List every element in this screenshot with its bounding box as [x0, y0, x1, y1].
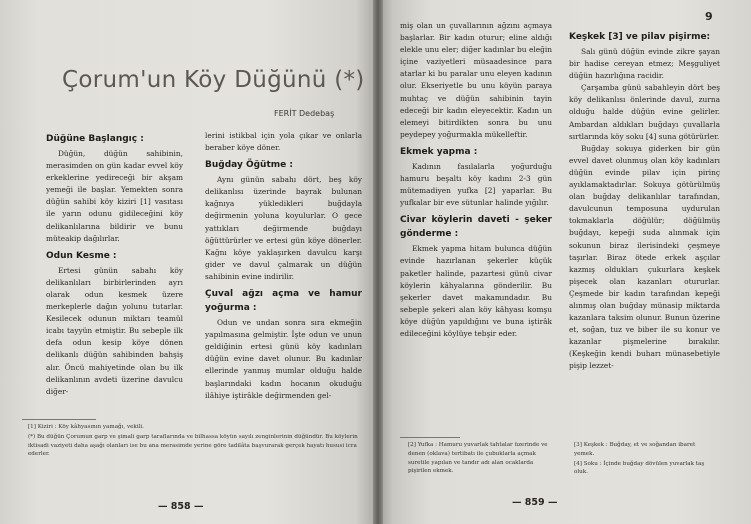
section-heading: Düğüne Başlangıç :: [46, 134, 144, 144]
left-page-column-2: [205, 130, 362, 402]
author-name: FERİT Dedebaş: [274, 109, 335, 118]
paragraph: Ertesi günün sabahı köy delikanlıları birbirlerinden ayrı olarak odun kesmek üzere merkeplerle dağın yolunu tutarlar. Kesilecek odunun miktarı teamül icabı tayyün etmiştir. Bu sebeple ilk defa odun kesip köye dönen delikanlı düğün sahibinden bahşiş alır. Öncü mahiyetinde olan bu ilk delikanlının avdeti üzerine davulcu diğer-: [46, 265, 183, 396]
book-gutter: [373, 0, 383, 524]
page-corner-mark: 9: [705, 10, 713, 23]
page-number-right: — 859 —: [512, 497, 558, 508]
paragraph: Odun ve undan sonra sıra ekmeğin yapılmasına gelmiştir. İşte odun ve unun geldiğinin ertesi günü köy kadınları düğün evine davet olunur. Bu kadınlar ellerinde yanmış mumlar olduğu halde başlarındaki kadın hocanın okuduğu ilâhiye iştirâkle değirmenden gel-: [205, 318, 362, 400]
section-heading: Buğday Öğütme :: [205, 160, 293, 171]
right-page: [378, 0, 751, 524]
page-number-left: — 858 —: [158, 501, 204, 512]
paragraph: Ekmek yapma hitam bulunca düğün evinde hazırlanan şekerler küçük paketler halinde, pazartesi günü civar köylerin kâhyalarına gönderilir. Bu şekerler davet makamındadır. Bu sebeple şekeri alan köy kâhyası komşu köye düğün yapıldığını ve buna iştirâk edileceğini köylüye tebşir eder.: [400, 244, 552, 338]
footnote: [3] Keşkek : Buğday, et ve soğandan ibaret yemek.: [574, 442, 696, 457]
section-heading: Çuval ağzı açma ve hamur yoğurma :: [205, 289, 362, 314]
paragraph: miş olan un çuvallarının ağzını açmaya başlarlar. Bir kadın oturur; eline aldığı elekle unu eler; diğer kadınlar bu eleğin içine vaziyetleri müsaadesince para atarlar ki bu paralar unu eleyen kadının olur. Ekseriyetle bu unu köyün paraya muhtaç ve düğün sahibinin tayin edeceği bir kadın eleyecektir. Kadın un elemeyi bitirdikten sonra bu unu peydepey yoğurmakla mükelleftir.: [400, 21, 552, 139]
paragraph: Aynı günün sabahı dört, beş köy delikanlısı üzerinde bayrak bulunan kağnıya yükledikleri buğdayla değirmenin yoluna koyulurlar. O gece yattıkları değirmende buğdayı öğüttürürler ve ertesi gün köye dönerler. Kağnı köye yaklaşırken davulcu karşı gider ve davul çalmarak un düğün sahibinin evine indirilir.: [205, 175, 362, 281]
footnote-rule: [22, 419, 96, 420]
right-page-footnotes-1: [408, 441, 558, 477]
right-page-column-1: [400, 20, 552, 340]
article-title: Çorum'un Köy Düğünü (*): [62, 67, 365, 93]
paragraph: Düğün, düğün sahibinin, merasimden on gün kadar evvel köy erkeklerine yedireceği bir akşam yemeği ile başlar. Yemekten sonra düğün sahibi köy kiziri [1] vasıtası ile yarın odunu gidileceğini köy delikanlılarına bildirir ve bunu müteakip dağılırlar.: [46, 149, 183, 243]
paragraph: lerini istikbal için yola çıkar ve onlarla beraber köye döner.: [205, 131, 362, 153]
section-heading: Civar köylerin daveti - şeker gönderme :: [400, 215, 552, 240]
footnote: [1] Kiziri : Köy kâhyasının yamağı, vekili.: [28, 424, 144, 430]
footnote-rule-right: [400, 437, 460, 438]
paragraph: Buğday sokuya giderken bir gün evvel davet olunmuş olan köy kadınları düğün evinde pilav için pirinç ayıklamaktadırlar. Sokuya götürülmüş olan buğday delikanlılar tarafından, davulcunun temposuna uydurulan tokmaklarla döğülür; döğülmüş buğdayı, kepeği suda alınmak için sokunun biraz ilerisindeki çeşmeye taşırlar. Biraz ötede erkek aşçılar kazmış oldukları çukurlara keşkek pişecek olan kazanları otururlar. Çeşmede bir kadın tarafından kepeği alınmış olan buğday münasip miktarda kazanlara taksim olunur. Bunun üzerine et, soğan, tuz ve biber ile su konur ve kazanlar pişmelerine bırakılır. (Keşkeğin kendi buharı münasebetiyle pişip lezzet-: [569, 143, 720, 371]
footnote: (*) Bu düğün Çorumun garp ve şimali garp taraflarında ve bilhassa köyün sayılı zenginlerinin düğündür. Bu köylerin iktisadi vaziyeti daha aşağı olanları ise bu ana merasimde yerine göre tadilâta başvurarak gerçek hayatı hususi icra ederler.: [28, 433, 358, 458]
footnote: [4] Soku : İçinde buğday dövülen yuvarlak taş oluk.: [574, 460, 705, 476]
left-page-column-1: [46, 128, 183, 398]
paragraph: Çarşamba günü sabahleyin dört beş köy delikanlısı önlerinde davul, zurna olduğu halde düğün evine gelirler. Ambardan aldıkları buğdayı çuvallarla sırtlarında köy soku [4] suna götürürler.: [569, 83, 720, 141]
right-page-footnotes-2: [574, 441, 714, 478]
left-page-footnotes: [28, 423, 368, 460]
footnote: [2] Yufka : Hamuru yuvarlak tahtalar üzerinde ve denen (oklava) tertibatı ile çubuklarla açmak suretile yapılan ve tandır adı alan ocaklarda pişirilen ekmek.: [408, 442, 548, 475]
section-heading: Odun Kesme :: [46, 250, 117, 261]
section-heading: Keşkek [3] ve pilav pişirme:: [569, 32, 711, 42]
section-heading: Ekmek yapma :: [400, 146, 478, 157]
paragraph: Salı günü düğün evinde zikre şayan bir hadise cereyan etmez; Meşguliyet düğün hazırlığına racidir.: [569, 47, 720, 81]
paragraph: Kadının fasılalarla yoğurduğu hamuru beşaltı köy kadını 2-3 gün mütemadiyen yufka [2] yaparlar. Bu yufkalar bir eve sütunlar halinde yığılır.: [400, 161, 552, 208]
right-page-column-2: [569, 26, 720, 373]
